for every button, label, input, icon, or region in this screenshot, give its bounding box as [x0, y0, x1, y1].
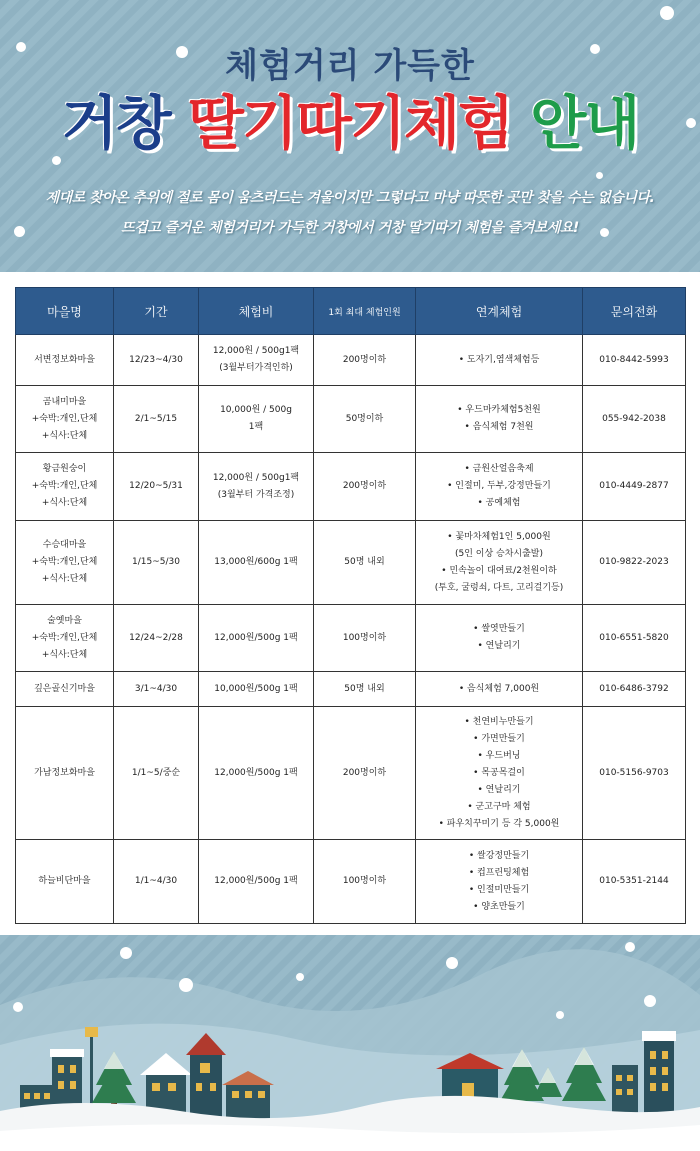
cell-fee: 12,000원/500g 1팩: [199, 707, 314, 840]
page-title: [0, 76, 700, 160]
cell-fee: 10,000원 / 500g 1팩: [199, 386, 314, 453]
cell-phone: 010-5351-2144: [583, 840, 686, 924]
cell-period: 1/1~5/중순: [114, 707, 199, 840]
cell-fee: 12,000원 / 500g1팩 (3월부터가격인하): [199, 335, 314, 386]
cell-village: 수승대마을 +숙박:개인,단체 +식사:단체: [16, 521, 114, 605]
winter-village-scene: [0, 935, 700, 1151]
table-row: [16, 605, 686, 672]
cell-village: 곰내미마을 +숙박:개인,단체 +식사:단체: [16, 386, 114, 453]
title-part-activity: 딸기따기체험: [187, 89, 513, 157]
column-header-village: 마을명: [16, 288, 114, 335]
table-header-row: [16, 288, 686, 335]
column-header-capacity: 1회 최대 체험인원: [314, 288, 416, 335]
cell-period: 3/1~4/30: [114, 672, 199, 707]
cell-period: 12/20~5/31: [114, 453, 199, 521]
cell-capacity: 200명이하: [314, 453, 416, 521]
snowflake-icon: [446, 957, 458, 969]
cell-phone: 055-942-2038: [583, 386, 686, 453]
cell-village: 술옛마을 +숙박:개인,단체 +식사:단체: [16, 605, 114, 672]
snowflake-icon: [13, 1002, 23, 1012]
experience-table: [15, 287, 686, 924]
snowflake-icon: [556, 1011, 564, 1019]
table-row: [16, 707, 686, 840]
cell-capacity: 100명이하: [314, 605, 416, 672]
cell-capacity: 200명이하: [314, 335, 416, 386]
snowflake-icon: [296, 973, 304, 981]
cell-phone: 010-8442-5993: [583, 335, 686, 386]
cell-capacity: 50명 내외: [314, 521, 416, 605]
table-row: [16, 672, 686, 707]
cell-period: 1/15~5/30: [114, 521, 199, 605]
cell-village: 서변정보화마을: [16, 335, 114, 386]
cell-linked: • 꽃마차체험1인 5,000원 (5인 이상 승차시출발) • 민속놀이 대여료/2천원이하 (투호, 굴렁쇠, 다트, 고리걸기등): [416, 521, 583, 605]
cell-period: 12/23~4/30: [114, 335, 199, 386]
cell-capacity: 200명이하: [314, 707, 416, 840]
table-row: [16, 840, 686, 924]
cell-phone: 010-9822-2023: [583, 521, 686, 605]
cell-fee: 10,000원/500g 1팩: [199, 672, 314, 707]
cell-linked: • 도자기,염색체험등: [416, 335, 583, 386]
cell-capacity: 50명 내외: [314, 672, 416, 707]
cell-phone: 010-6551-5820: [583, 605, 686, 672]
column-header-period: 기간: [114, 288, 199, 335]
header-banner: [0, 0, 700, 272]
cell-capacity: 100명이하: [314, 840, 416, 924]
column-header-fee: 체험비: [199, 288, 314, 335]
winter-village-illustration: [0, 935, 700, 1151]
cell-linked: • 쌀엿만들기 • 연날리기: [416, 605, 583, 672]
cell-fee: 13,000원/600g 1팩: [199, 521, 314, 605]
cell-fee: 12,000원 / 500g1팩 (3월부터 가격조정): [199, 453, 314, 521]
snowflake-icon: [625, 942, 635, 952]
snowflake-icon: [120, 947, 132, 959]
cell-linked: • 쌀강정만들기 • 컵프린팅체험 • 인절미만들기 • 양초만들기: [416, 840, 583, 924]
table-row: [16, 386, 686, 453]
cell-linked: • 금원산얼음축제 • 인절미, 두부,강정만들기 • 공예체험: [416, 453, 583, 521]
cell-village: 가남정보화마을: [16, 707, 114, 840]
cell-linked: • 음식체험 7,000원: [416, 672, 583, 707]
cell-village: 황금원숭이 +숙박:개인,단체 +식사:단체: [16, 453, 114, 521]
cell-capacity: 50명이하: [314, 386, 416, 453]
table-row: [16, 521, 686, 605]
column-header-linked: 연계체험: [416, 288, 583, 335]
table-row: [16, 335, 686, 386]
cell-linked: • 천연비누만들기 • 가면만들기 • 우드버닝 • 목공목걸이 • 연날리기 • 군고구마 체험 • 파우치꾸미기 등 각 5,000원: [416, 707, 583, 840]
title-part-guide: 안내: [530, 89, 639, 157]
cell-village: 깊은골신기마을: [16, 672, 114, 707]
cell-period: 12/24~2/28: [114, 605, 199, 672]
cell-linked: • 우드마카체험5천원 • 음식체험 7천원: [416, 386, 583, 453]
cell-phone: 010-6486-3792: [583, 672, 686, 707]
table-row: [16, 453, 686, 521]
house-icon: [642, 1031, 676, 1121]
cell-phone: 010-4449-2877: [583, 453, 686, 521]
snowflake-icon: [644, 995, 656, 1007]
description-line-2: 뜨겁고 즐거운 체험거리가 가득한 거창에서 거창 딸기따기 체험을 즐겨보세요!: [121, 220, 579, 236]
snowflake-icon: [179, 978, 193, 992]
title-part-region: 거창: [61, 89, 170, 157]
snowflake-icon: [596, 172, 603, 179]
cell-village: 하늘비단마을: [16, 840, 114, 924]
cell-fee: 12,000원/500g 1팩: [199, 840, 314, 924]
page-subtitle: 체험거리 가득한: [225, 46, 475, 86]
cell-period: 2/1~5/15: [114, 386, 199, 453]
snowflake-icon: [660, 6, 674, 20]
cell-fee: 12,000원/500g 1팩: [199, 605, 314, 672]
column-header-phone: 문의전화: [583, 288, 686, 335]
cell-phone: 010-5156-9703: [583, 707, 686, 840]
cell-period: 1/1~4/30: [114, 840, 199, 924]
description-line-1: 제대로 찾아온 추위에 절로 몸이 움츠러드는 겨울이지만 그렇다고 마냥 따뜻한 곳만 찾을 수는 없습니다.: [45, 190, 655, 206]
